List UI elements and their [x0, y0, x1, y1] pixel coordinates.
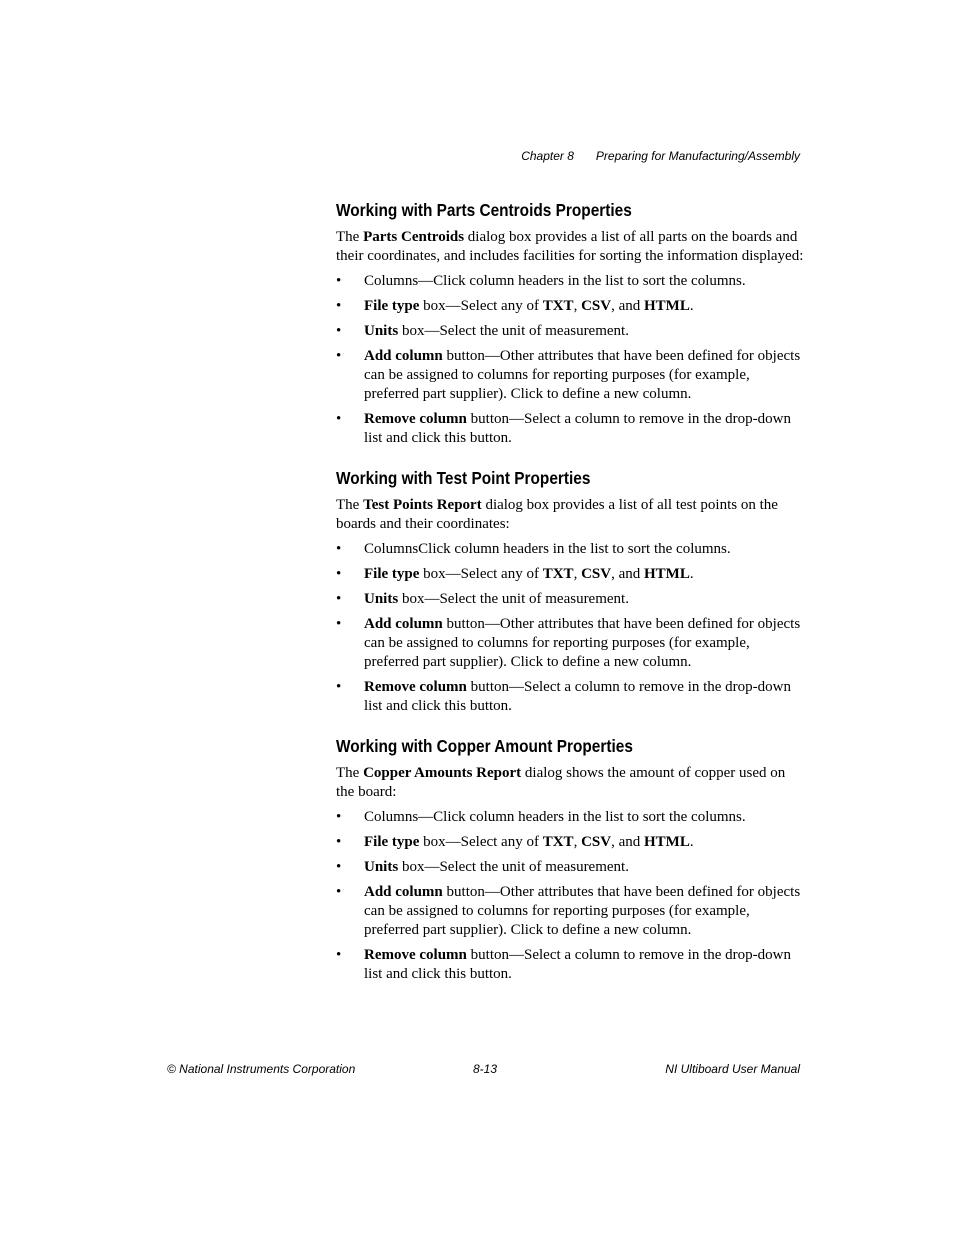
section-test-point [336, 466, 806, 716]
format-txt: TXT [542, 834, 574, 850]
list-item [336, 347, 806, 404]
list-item [336, 590, 806, 609]
bullet-list [336, 540, 806, 716]
bullet: • [336, 566, 342, 582]
item-label: Units [364, 323, 399, 339]
format-csv: CSV [581, 298, 612, 314]
list-item [336, 883, 806, 940]
intro-bold: Copper Amounts Report [363, 765, 522, 781]
bullet: • [336, 679, 342, 695]
bullet: • [336, 541, 342, 557]
list-item [336, 272, 806, 291]
section-heading: Working with Parts Centroids Properties [336, 200, 632, 220]
intro-text: dialog box provides a list of all test points on the boards and their coordinates: [336, 497, 778, 532]
bullet: • [336, 616, 342, 632]
footer-copyright: © National Instruments Corporation [167, 1062, 356, 1076]
intro-bold: Parts Centroids [363, 229, 465, 245]
page-content [336, 198, 806, 990]
bullet: • [336, 273, 342, 289]
list-item [336, 615, 806, 672]
list-item [336, 297, 806, 316]
list-item [336, 410, 806, 448]
section-intro [336, 764, 806, 802]
bullet: • [336, 809, 342, 825]
item-label: Remove column [364, 679, 467, 695]
item-text: ColumnsClick column headers in the list to sort the columns. [364, 541, 731, 557]
item-text: , and [611, 834, 644, 850]
item-text: button—Other attributes that have been defined for objects can be assigned to columns for reporting purposes (for example, preferred part supplier). Click to define a new column. [364, 616, 801, 670]
format-html: HTML [644, 834, 690, 850]
chapter-title: Preparing for Manufacturing/Assembly [595, 149, 800, 163]
list-item [336, 808, 806, 827]
section-parts-centroids [336, 198, 806, 448]
item-text: , and [611, 566, 644, 582]
chapter-label: Chapter 8 [521, 149, 574, 163]
item-text: box—Select any of [419, 834, 543, 850]
item-label: Remove column [364, 411, 467, 427]
item-label: Units [364, 859, 399, 875]
item-text: box—Select the unit of measurement. [398, 591, 629, 607]
list-item [336, 540, 806, 559]
item-text: , [573, 298, 582, 314]
bullet-list [336, 272, 806, 448]
item-text: Columns—Click column headers in the list to sort the columns. [364, 809, 746, 825]
intro-text: The [336, 497, 364, 513]
section-copper-amount [336, 734, 806, 984]
item-label: Units [364, 591, 399, 607]
page-number: 8-13 [473, 1062, 498, 1076]
item-text: . [689, 566, 694, 582]
bullet: • [336, 947, 342, 963]
bullet: • [336, 859, 342, 875]
item-text: button—Select a column to remove in the drop-down list and click this button. [364, 947, 792, 982]
item-text: box—Select any of [419, 566, 543, 582]
section-heading: Working with Copper Amount Properties [336, 736, 633, 756]
item-text: . [689, 834, 694, 850]
intro-bold: Test Points Report [363, 497, 482, 513]
bullet: • [336, 591, 342, 607]
item-text: box—Select any of [419, 298, 543, 314]
item-text: . [689, 298, 694, 314]
format-csv: CSV [581, 566, 612, 582]
list-item [336, 858, 806, 877]
item-text: Columns—Click column headers in the list to sort the columns. [364, 273, 746, 289]
item-label: Remove column [364, 947, 467, 963]
list-item [336, 322, 806, 341]
intro-text: The [336, 765, 364, 781]
section-heading: Working with Test Point Properties [336, 468, 591, 488]
bullet: • [336, 298, 342, 314]
item-label: Add column [364, 884, 443, 900]
intro-text: dialog box provides a list of all parts on the boards and their coordinates, and includes facilities for sorting the information displayed: [336, 229, 804, 264]
format-html: HTML [644, 298, 690, 314]
bullet: • [336, 323, 342, 339]
manual-title: NI Ultiboard User Manual [665, 1062, 800, 1076]
item-text: box—Select the unit of measurement. [398, 323, 629, 339]
item-label: File type [364, 834, 420, 850]
list-item [336, 565, 806, 584]
bullet: • [336, 411, 342, 427]
intro-text: dialog shows the amount of copper used on the board: [336, 765, 786, 800]
bullet: • [336, 834, 342, 850]
item-text: button—Other attributes that have been defined for objects can be assigned to columns for reporting purposes (for example, preferred part supplier). Click to define a new column. [364, 884, 801, 938]
item-label: File type [364, 566, 420, 582]
item-text: , [573, 834, 582, 850]
format-html: HTML [644, 566, 690, 582]
item-text: button—Select a column to remove in the drop-down list and click this button. [364, 411, 792, 446]
item-text: , [573, 566, 582, 582]
item-text: box—Select the unit of measurement. [398, 859, 629, 875]
format-txt: TXT [542, 566, 574, 582]
format-csv: CSV [581, 834, 612, 850]
bullet: • [336, 884, 342, 900]
running-header [521, 149, 800, 163]
bullet: • [336, 348, 342, 364]
item-label: File type [364, 298, 420, 314]
item-label: Add column [364, 348, 443, 364]
bullet-list [336, 808, 806, 984]
item-text: button—Other attributes that have been defined for objects can be assigned to columns for reporting purposes (for example, preferred part supplier). Click to define a new column. [364, 348, 801, 402]
intro-text: The [336, 229, 364, 245]
section-intro [336, 228, 806, 266]
section-intro [336, 496, 806, 534]
item-label: Add column [364, 616, 443, 632]
list-item [336, 833, 806, 852]
item-text: button—Select a column to remove in the drop-down list and click this button. [364, 679, 792, 714]
list-item [336, 946, 806, 984]
format-txt: TXT [542, 298, 574, 314]
list-item [336, 678, 806, 716]
item-text: , and [611, 298, 644, 314]
